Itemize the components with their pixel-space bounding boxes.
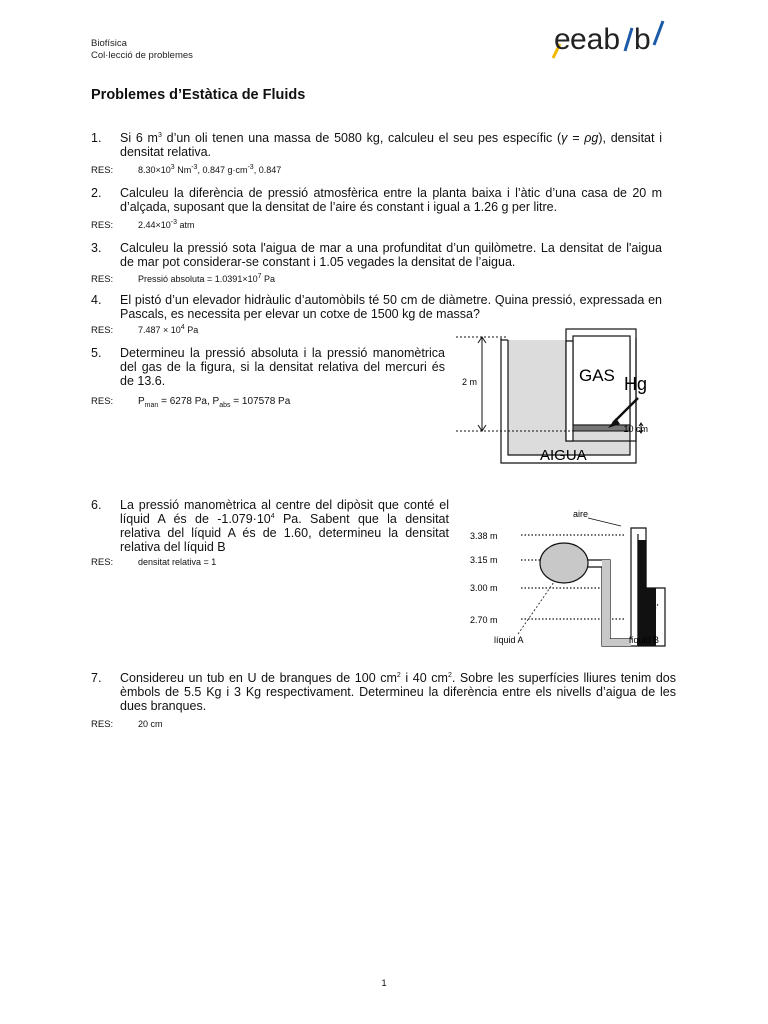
result-label: RES: (91, 165, 114, 176)
figure-label: 3.00 m (470, 583, 498, 593)
problem-text: Si 6 $m^3$ d’un oli tenen una massa de 5080 kg, calculeu el seu pes específic (γ = ρg), densitat i densitat relativa. (120, 131, 662, 159)
figure-label: 2.70 m (470, 615, 498, 625)
problem-number: 5. (91, 346, 102, 360)
figure-tank-gas (448, 322, 648, 488)
figure-label: 3.15 m (470, 555, 498, 565)
problem-text: Calculeu la diferència de pressió atmosfèrica entre la planta baixa i l’àtic d’una casa de 20 m d’alçada, suposant que la densitat de l’aire és constant i igual a 1.26 g per litre. (120, 186, 662, 214)
result-label: RES: (91, 274, 114, 285)
problem-number: 1. (91, 131, 102, 145)
result-value: $P_{man} = 6278$ Pa, $P_{abs} = 107578$ Pa (138, 396, 291, 409)
result-value: $7.487 \times 10^4$ Pa (138, 324, 199, 335)
problem-number: 2. (91, 186, 102, 200)
figure-label: 10 cm (623, 424, 648, 434)
figure-label: GAS (579, 366, 615, 385)
figure-label: 2 m (462, 377, 478, 387)
result-label: RES: (91, 325, 114, 336)
problem-text: Considereu un tub en U de branques de 100 $cm^2$ i 40 $cm^2$. Sobre les superfícies lliures tenim dos èmbols de 5.5 Kg i 3 Kg respectivament. Determineu la diferència entre els nivells d’aigua de les dues branques. (120, 671, 676, 713)
svg-text:eab: eab (570, 23, 621, 56)
result-label: RES: (91, 557, 114, 568)
result-label: RES: (91, 396, 114, 407)
page-number: 1 (381, 978, 387, 989)
figure-manometer (466, 504, 682, 650)
svg-text:e: e (554, 23, 571, 56)
figure-label: Hg (623, 374, 647, 394)
eeabb-logo (548, 18, 668, 62)
problem-text: La pressió manomètrica al centre del dipòsit que conté el líquid A és de $-1.079\cdot 10^4$ Pa. Sabent que la densitat relativa del líquid A és de 1.60, determineu la densitat relativa del líquid B (120, 498, 449, 554)
problem-text: Calculeu la pressió sota l'aigua de mar a una profunditat d’un quilòmetre. La densitat de l'aigua de mar pot considerar-se constant i 1.05 vegades la densitat de l’aigua. (120, 241, 662, 269)
problem-number: 4. (91, 293, 102, 307)
figure-label: líquid B (629, 635, 660, 645)
figure-label: aire (573, 509, 589, 519)
figure-label: líquid A (494, 635, 524, 645)
result-label: RES: (91, 719, 114, 730)
problem-text: Determineu la pressió absoluta i la pressió manomètrica del gas de la figura, si la densitat relativa del mercuri és de 13.6. (120, 346, 445, 388)
course-name: Biofísica (91, 38, 127, 49)
result-value: $8.30\times 10^3$ $Nm^{-3}$, 0.847 $g\cdot cm^{-3}$, 0.847 (138, 164, 282, 175)
result-value: $2.44\times 10^{-3}$ atm (138, 219, 195, 230)
page-title: Problemes d’Estàtica de Fluids (91, 87, 306, 103)
problem-text: El pistó d’un elevador hidràulic d’automòbils té 50 cm de diàmetre. Quina pressió, expressada en Pascals, es necessita per elevar un cotxe de 1500 kg de massa? (120, 293, 662, 321)
problem-number: 6. (91, 498, 102, 512)
problem-number: 7. (91, 671, 102, 685)
svg-text:b: b (634, 23, 651, 56)
figure-label: 3.38 m (470, 531, 498, 541)
figure-label: AIGUA (540, 447, 587, 464)
result-value: Pressió absoluta = $1.0391\times 10^7$ Pa (138, 273, 276, 284)
result-value: densitat relativa = 1 (138, 557, 217, 567)
result-label: RES: (91, 220, 114, 231)
result-value: 20 cm (138, 719, 163, 729)
problem-number: 3. (91, 241, 102, 255)
collection-name: Col·lecció de problemes (91, 50, 193, 61)
